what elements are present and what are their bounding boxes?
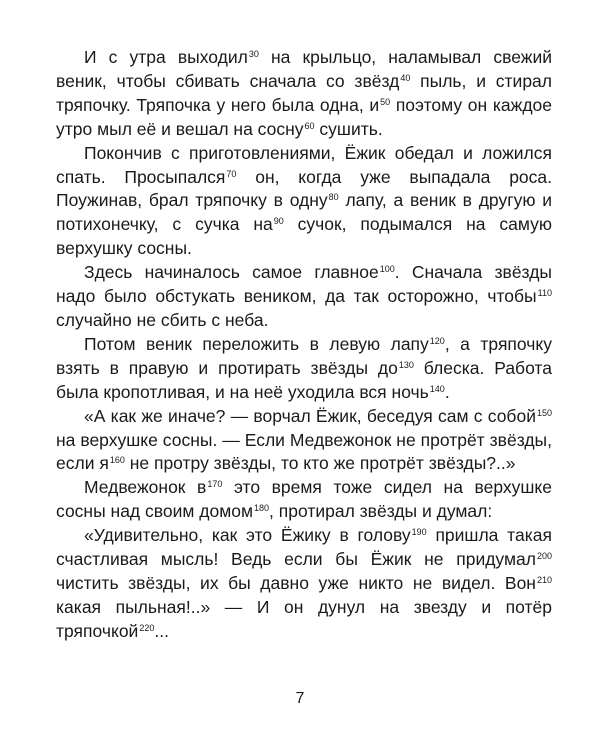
word-count-marker: 140 xyxy=(429,383,445,394)
text-segment: на верхушке сосны. — Если Медвежонок не протрёт звёзды, если я xyxy=(56,429,552,474)
text-segment: Медвежонок в xyxy=(84,477,207,498)
word-count-marker: 110 xyxy=(537,288,552,299)
text-segment: пришла такая счастливая мысль! Ведь если бы Ёжик не придумал xyxy=(56,525,552,570)
text-segment: блеска. Работа была кропотливая, и на неё уходила вся ночь xyxy=(56,357,552,402)
word-count-marker: 120 xyxy=(429,335,445,346)
text-segment: на крыльцо, наламывал свежий веник, чтобы сбивать сначала со звёзд xyxy=(56,47,553,91)
text-segment: Потом веник переложить в левую лапу xyxy=(84,333,429,354)
word-count-marker: 40 xyxy=(400,72,411,83)
word-count-marker: 150 xyxy=(536,407,552,418)
text-segment: сушить. xyxy=(314,118,383,139)
word-count-marker: 190 xyxy=(411,527,427,538)
text-segment: он, когда уже выпадала роса. Поужинав, брал тряпочку в одну xyxy=(56,166,552,211)
word-count-marker: 50 xyxy=(380,96,391,107)
text-segment: это время тоже сидел на верхушке сосны над своим домом xyxy=(56,477,552,522)
text-segment: И с утра выходил xyxy=(84,47,248,67)
text-segment: «Удивительно, как это Ёжику в голову xyxy=(84,525,411,546)
text-segment: случайно не сбить с неба. xyxy=(56,309,269,330)
word-count-marker: 90 xyxy=(273,216,284,227)
paragraph xyxy=(56,476,552,524)
text-segment: Здесь начиналось самое главное xyxy=(84,262,379,283)
text-segment: Покончив с приготовлениями, Ёжик обедал и ложился спать. Просыпался xyxy=(56,142,552,187)
text-segment: поэтому он каждое утро мыл её и вешал на сосну xyxy=(56,94,552,139)
word-count-marker: 60 xyxy=(304,120,315,131)
text-segment: пыль, и стирал тряпочку. Тряпочка у него была одна, и xyxy=(56,70,553,115)
paragraph xyxy=(56,261,552,333)
word-count-marker: 170 xyxy=(207,479,223,490)
text-segment: . xyxy=(444,381,450,402)
text-segment: чистить звёзды, их бы давно уже никто не видел. Вон xyxy=(56,572,536,593)
text-segment: , протирал звёзды и думал: xyxy=(269,501,493,522)
word-count-marker: 30 xyxy=(248,49,259,59)
word-count-marker: 220 xyxy=(139,622,155,633)
text-segment: «А как же иначе? — ворчал Ёжик, беседуя сам с собой xyxy=(84,405,536,426)
paragraph xyxy=(56,333,552,405)
word-count-marker: 100 xyxy=(379,264,395,275)
word-count-marker: 160 xyxy=(109,455,125,466)
word-count-marker: 210 xyxy=(536,574,552,585)
page-number: 7 xyxy=(295,690,305,707)
word-count-marker: 180 xyxy=(254,503,270,514)
word-count-marker: 80 xyxy=(328,192,339,203)
paragraph xyxy=(56,524,552,644)
text-segment: ... xyxy=(154,620,169,641)
text-segment: не протру звёзды, то кто же протрёт звёзды?..» xyxy=(124,453,516,474)
text-block xyxy=(56,46,552,644)
word-count-marker: 200 xyxy=(536,551,552,562)
paragraph xyxy=(56,46,552,142)
text-segment: . Сначала звёзды надо было обстукать веником, да так осторожно, чтобы xyxy=(56,262,552,307)
paragraph xyxy=(56,142,552,262)
text-segment: лапу, а веник в другую и потихонечку, с сучка на xyxy=(56,190,552,235)
text-segment: сучок, подымался на самую верхушку сосны. xyxy=(56,214,553,259)
text-segment: , а тряпочку взять в правую и протирать звёзды до xyxy=(56,333,552,378)
text-segment: какая пыльная!..» — И он дунул на звезду и потёр тряпочкой xyxy=(56,596,552,641)
paragraph xyxy=(56,405,552,477)
word-count-marker: 70 xyxy=(226,168,237,179)
word-count-marker: 130 xyxy=(398,359,414,370)
